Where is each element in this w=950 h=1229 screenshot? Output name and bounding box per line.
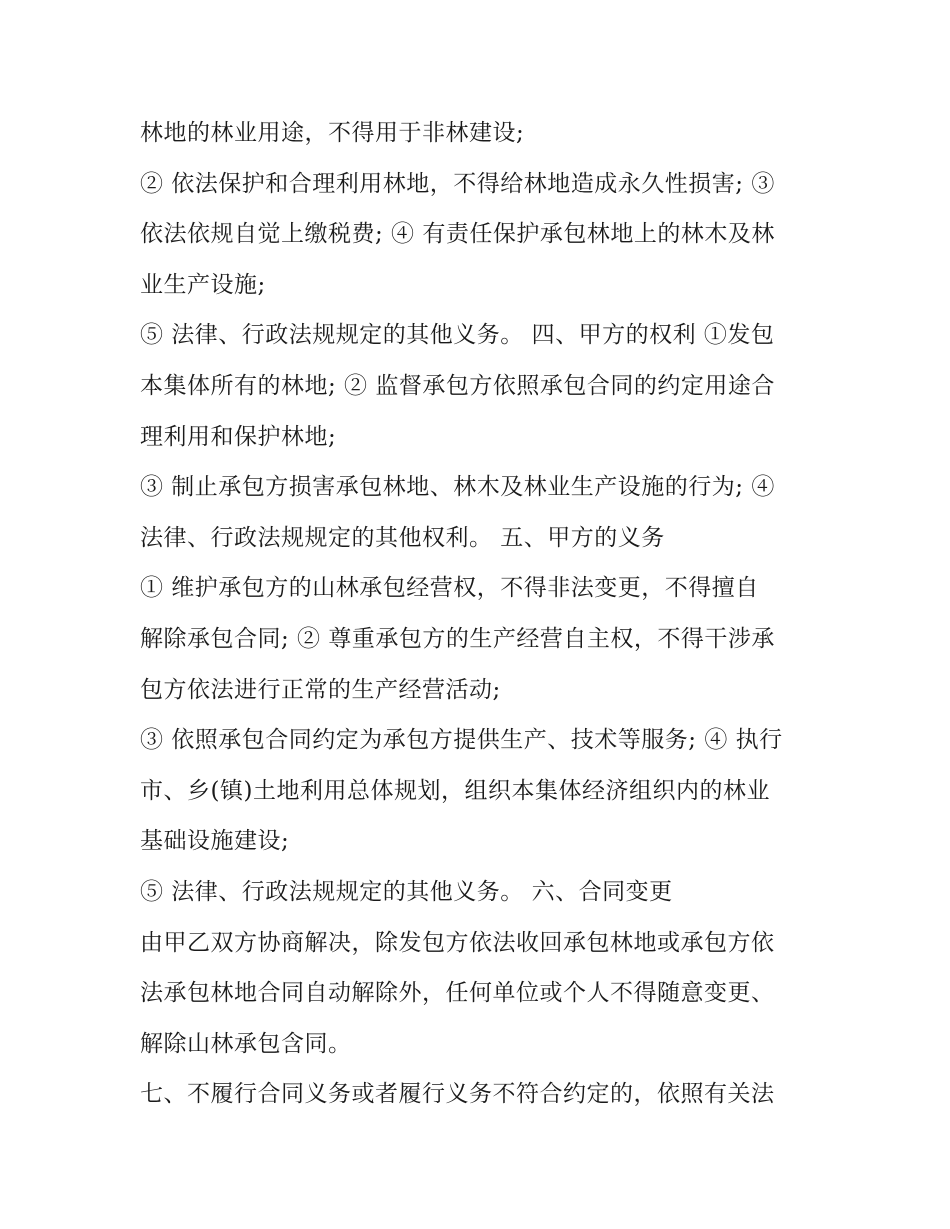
text-line: 本集体所有的林地; ② 监督承包方依照承包合同的约定用途合 <box>140 372 775 399</box>
text-line: ③ 制止承包方损害承包林地、林木及林业生产设施的行为; ④ <box>140 474 775 501</box>
text-line: 基础设施建设; <box>140 828 290 855</box>
document-body <box>140 108 820 1120</box>
text-line: 包方依法进行正常的生产经营活动; <box>140 676 501 703</box>
text-line: 七、不履行合同义务或者履行义务不符合约定的，依照有关法 <box>140 1081 775 1108</box>
text-line: 解除承包合同; ② 尊重承包方的生产经营自主权，不得干涉承 <box>140 625 775 652</box>
text-line: 林地的林业用途，不得用于非林建设; <box>140 120 525 146</box>
text-line: ① 维护承包方的山林承包经营权，不得非法变更，不得擅自 <box>140 575 759 602</box>
text-line: 法律、行政法规规定的其他权利。 五、甲方的义务 <box>140 524 665 551</box>
text-line: ② 依法保护和合理利用林地，不得给林地造成永久性损害; ③ <box>140 170 775 197</box>
text-line: ③ 依照承包合同约定为承包方提供生产、技术等服务; ④ 执行 <box>140 727 783 754</box>
text-line: 业生产设施; <box>140 271 266 298</box>
text-line: 市、乡(镇)土地利用总体规划，组织本集体经济组织内的林业 <box>140 777 770 804</box>
text-line: 依法依规自觉上缴税费; ④ 有责任保护承包林地上的林木及林 <box>140 221 775 248</box>
text-line: 法承包林地合同自动解除外，任何单位或个人不得随意变更、 <box>140 980 775 1007</box>
text-line: 解除山林承包含同。 <box>140 1030 352 1057</box>
text-line: 由甲乙双方协商解决，除发包方依法收回承包林地或承包方依 <box>140 929 775 956</box>
text-line: 理利用和保护林地; <box>140 423 337 450</box>
text-line: ⑤ 法律、行政法规规定的其他义务。 四、甲方的权利 ①发包 <box>140 322 775 349</box>
text-line: ⑤ 法律、行政法规规定的其他义务。 六、合同变更 <box>140 878 673 905</box>
